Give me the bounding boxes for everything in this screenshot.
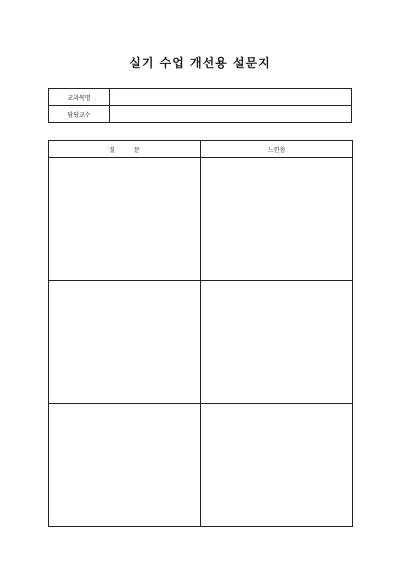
professor-field[interactable]: [110, 106, 352, 123]
professor-label: 담당교수: [49, 106, 110, 123]
question-cell[interactable]: [49, 158, 201, 281]
survey-header-row: [49, 141, 353, 158]
course-label: 교과목명: [49, 89, 110, 106]
course-info-table: [48, 88, 352, 123]
survey-row: [49, 158, 353, 281]
professor-row: [49, 106, 352, 123]
course-row: [49, 89, 352, 106]
impression-cell[interactable]: [201, 158, 353, 281]
impression-cell[interactable]: [201, 404, 353, 527]
impression-header: 느낀점: [201, 141, 353, 158]
impression-cell[interactable]: [201, 281, 353, 404]
survey-row: [49, 404, 353, 527]
survey-table: [48, 140, 353, 527]
question-header: 질 문: [49, 141, 201, 158]
question-cell[interactable]: [49, 404, 201, 527]
survey-row: [49, 281, 353, 404]
course-field[interactable]: [110, 89, 352, 106]
question-cell[interactable]: [49, 281, 201, 404]
page-title: 실기 수업 개선용 설문지: [129, 56, 271, 70]
